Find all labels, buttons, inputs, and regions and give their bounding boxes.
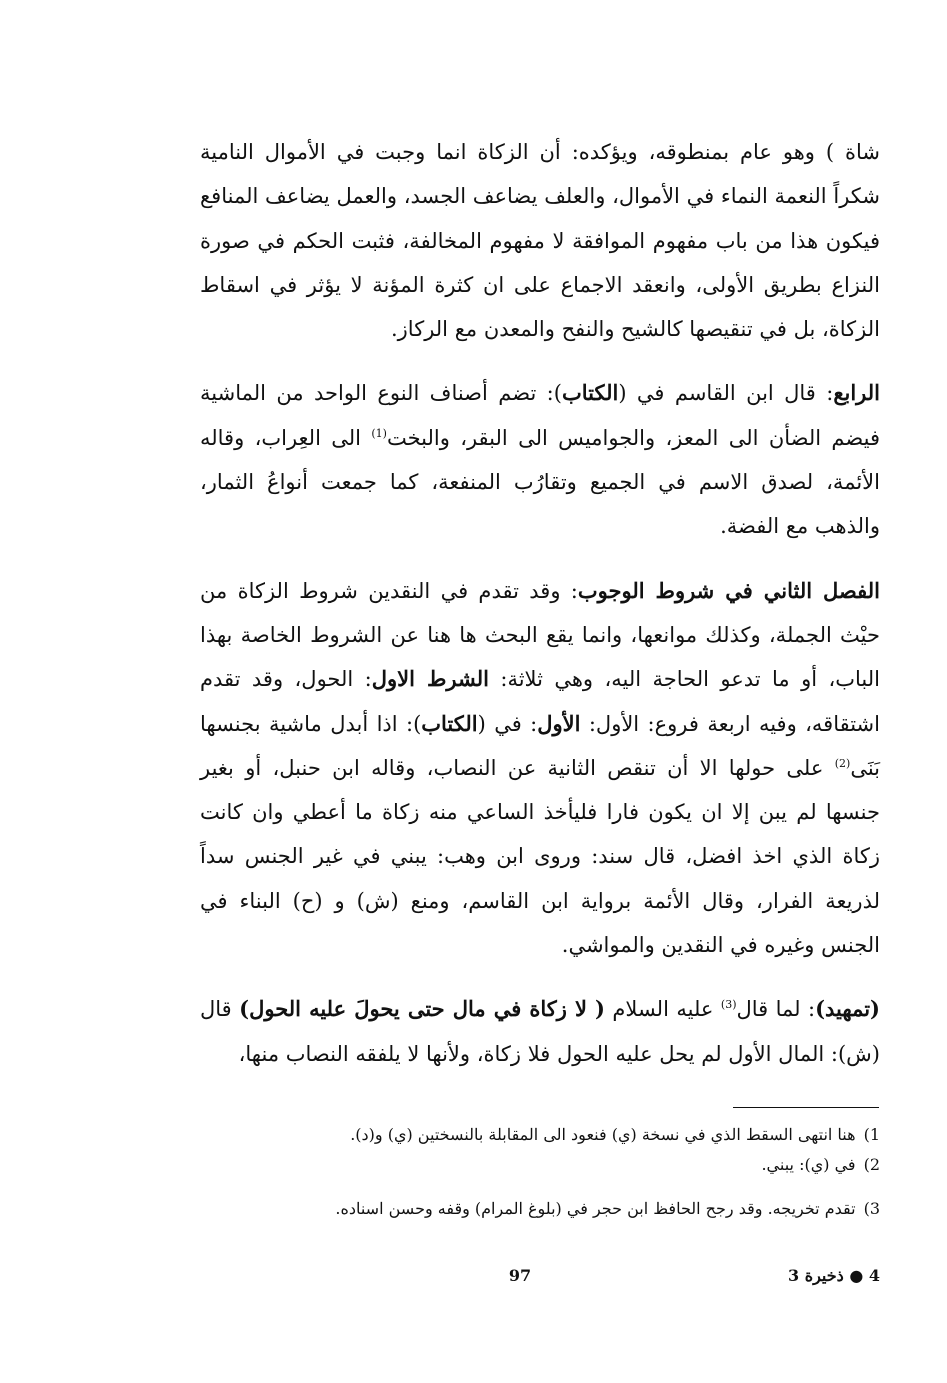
text-run: : وقد تقدم في النقدين شروط الزكاة من [200,578,578,603]
book-title: الكتاب [561,380,619,406]
text-run: اشتقاقه، وفيه اربعة فروع: الأول: [580,711,880,736]
text-line: والذهب مع الفضة. [720,514,880,539]
paragraph-2 [200,371,880,548]
paragraph-4 [200,987,880,1076]
paragraph-heading: (تمهيد) [815,996,880,1022]
footnote-separator [733,1107,879,1108]
branch-heading: الأول [537,710,581,736]
book-title: الكتاب [421,710,478,736]
text-line: النعمة النماء في الأموال، والعلف يضاعف الجسد، والعمل يضاعف المنافع [200,184,827,209]
paragraph-1 [200,130,880,351]
hadith-quote: ( لا زكاة في مال حتى يحولَ عليه الحول) [239,996,605,1022]
text-line: النقدين والمواشي. [561,933,724,958]
paragraph-3 [200,569,880,968]
footnote [200,1120,880,1150]
footnote [200,1194,880,1224]
text-run: ): تضم أصناف النوع الواحد من [276,381,562,406]
text-line: جنسها لم يبن إلا ان يكون فارا فليأخذ الساعي منه زكاة ما أعطي وان كانت زكاة [200,800,880,869]
text-run: على حولها الا أن تنقص الثانية عن النصاب، وقاله ابن حنبل، أو بغير [200,755,835,780]
footnote-ref: (3) [720,998,737,1012]
text-run: الباب، أو ما تدعو الحاجة اليه، وهي ثلاثة: [488,667,880,692]
text-line: قال (ش): المال الأول لم يحل عليه الحول فلا زكاة، ولأنها لا يلفقه النصاب منها، [200,997,880,1066]
text-line: فيكون هذا من باب مفهوم الموافقة لا مفهوم المخالفة، [402,228,880,253]
text-run: الماشية فيضم الضأن الى المعز، والجواميس الى البقر، والبخت [200,381,880,450]
footnote-text: هنا انتهى السقط الذي في نسخة (ي) فنعود الى المقابلة بالنسختين (ي) و(د). [350,1125,856,1144]
footnote-text: تقدم تخريجه. وقد رجح الحافظ ابن حجر في (بلوغ المرام) وقفه وحسن اسناده. [335,1199,856,1218]
text-line: المؤنة لا يؤثر في اسقاط الزكاة، بل في تنقيصها كالشيح والنفح والمعدن مع [200,272,880,342]
text-run: : في ( [477,711,538,736]
page-number: 97 [508,1266,532,1285]
text-run: : لما قال [736,997,816,1022]
footnote-ref: (1) [371,426,387,440]
footnote-ref: (2) [834,756,851,770]
text-line: فثبت الحكم في صورة النزاع بطريق الأولى، وانعقد الاجماع على ان كثرة [200,228,880,297]
text-run: : قال ابن القاسم في ( [618,381,834,406]
text-run: بَنَى [850,755,880,780]
condition-heading: الشرط الاول [371,666,489,692]
footnote [200,1150,880,1180]
paragraph-heading: الرابع [833,380,881,406]
text-line: حيْث الجملة، وكذلك موانعها، وانما يقع البحث ها هنا عن الشروط الخاصة بهذا [200,622,880,647]
text-line: الفرار، وقال الأئمة برواية ابن القاسم، ومنع (ش) و (ح) البناء في الجنس وغيره في [200,888,880,958]
text-run: عليه السلام [604,997,721,1022]
text-line: الذي اخذ افضل، قال سند: وروى ابن وهب: يبني في غير الجنس سداً لذريعة [200,844,880,913]
main-text [200,130,880,1076]
section-heading: الفصل الثاني في شروط الوجوب [577,577,880,603]
text-line: الركاز. [390,317,449,342]
printer-signature: 4 ● ذخيرة 3 [787,1266,880,1285]
footnote-number: 2) [863,1155,880,1174]
footnotes [200,1120,880,1224]
text-run: : الحول، وقد تقدم [200,667,372,692]
text-run: ): اذا أبدل ماشية بجنسها [200,711,422,736]
footnote-number: 3) [863,1199,880,1218]
text-line: الأئمة، لصدق الاسم في الجميع وتقارُب المنفعة، كما جمعت أنواعُ الثمار، [200,470,880,495]
text-run: الى العِراب، وقاله [200,425,372,450]
footnote-number: 1) [863,1125,880,1144]
text-line: شاة ) وهو عام بمنطوقه، ويؤكده: أن الزكاة انما وجبت في الأموال النامية شكراً [200,140,880,209]
footnote-text: في (ي): يبني. [761,1155,856,1174]
